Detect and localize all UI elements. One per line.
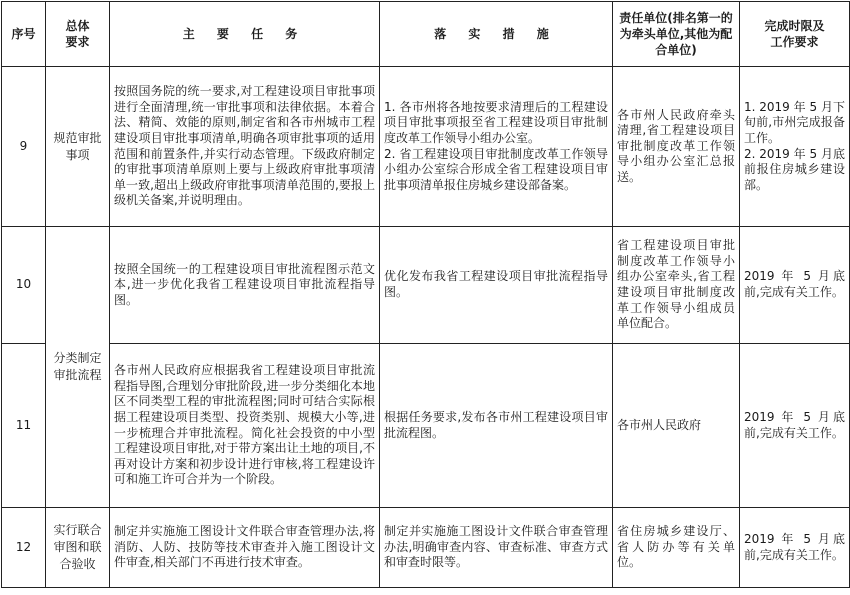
measure-item: 1. 各市州将各地按要求清理后的工程建设项目审批事项报至省工程建设项目审批制度改革工作领导小组办公室。 [384, 99, 608, 145]
header-task: 主 要 任 务 [110, 2, 380, 67]
table-row [2, 344, 850, 508]
row-task: 制定并实施施工图设计文件联合审查管理办法,将消防、人防、技防等技术审查并入施工图设计文件审查,相关部门不再进行技术审查。 [110, 508, 380, 588]
task-table [1, 1, 850, 588]
row-index: 10 [2, 227, 46, 344]
header-unit: 责任单位(排名第一的为牵头单位,其他为配合单位) [613, 2, 740, 67]
deadline-item: 2. 2019 年 5 月底前报住房城乡建设部。 [744, 146, 845, 192]
measure-item: 2. 省工程建设项目审批制度改革工作领导小组办公室综合形成全省工程建设项目审批事项清单报住房城乡建设部备案。 [384, 146, 608, 192]
row-requirement: 分类制定审批流程 [46, 227, 110, 508]
row-unit: 省住房城乡建设厅、省人防办等有关单位。 [613, 508, 740, 588]
row-index: 11 [2, 344, 46, 508]
row-measure: 制定并实施施工图设计文件联合审查管理办法,明确审查内容、审查标准、审查方式和审查时限等。 [380, 508, 613, 588]
deadline-item: 1. 2019 年 5 月下旬前,市州完成报备工作。 [744, 99, 845, 145]
row-index: 12 [2, 508, 46, 588]
row-measure [380, 67, 613, 227]
header-requirement: 总体 要求 [46, 2, 110, 67]
row-deadline: 2019 年 5 月底前,完成有关工作。 [740, 344, 850, 508]
header-measure: 落 实 措 施 [380, 2, 613, 67]
row-task: 各市州人民政府应根据我省工程建设项目审批流程指导图,合理划分审批阶段,进一步分类细化本地区不同类型工程的审批流程图;同时可结合实际根据工程建设项目类型、投资类别、规模大小等,进一步梳理合并审批流程。简化社会投资的中小型工程建设项目审批,对于带方案出让土地的项目,不再对设计方案和初步设计进行审核,将工程建设许可和施工许可合并为一个阶段。 [110, 344, 380, 508]
row-measure: 优化发布我省工程建设项目审批流程指导图。 [380, 227, 613, 344]
table-row [2, 508, 850, 588]
table-row [2, 227, 850, 344]
row-measure: 根据任务要求,发布各市州工程建设项目审批流程图。 [380, 344, 613, 508]
row-deadline: 2019 年 5 月底前,完成有关工作。 [740, 508, 850, 588]
row-unit: 各市州人民政府牵头清理,省工程建设项目审批制度改革工作领导小组办公室汇总报送。 [613, 67, 740, 227]
row-task: 按照全国统一的工程建设项目审批流程图示范文本,进一步优化我省工程建设项目审批流程指导图。 [110, 227, 380, 344]
row-index: 9 [2, 67, 46, 227]
header-index: 序号 [2, 2, 46, 67]
row-unit: 各市州人民政府 [613, 344, 740, 508]
header-deadline: 完成时限及 工作要求 [740, 2, 850, 67]
header-row [2, 2, 850, 67]
row-task: 按照国务院的统一要求,对工程建设项目审批事项进行全面清理,统一审批事项和法律依据。本着合法、精简、效能的原则,制定省和各市州城市工程建设项目审批事项清单,明确各项审批事项的适用范围和前置条件,并实行动态管理。下级政府制定的审批事项清单原则上要与上级政府审批事项清单一致,超出上级政府审批事项清单范围的,要报上级机关备案,并说明理由。 [110, 67, 380, 227]
row-deadline [740, 67, 850, 227]
row-unit: 省工程建设项目审批制度改革工作领导小组办公室牵头,省工程建设项目审批制度改革工作领导小组成员单位配合。 [613, 227, 740, 344]
row-deadline: 2019 年 5 月底前,完成有关工作。 [740, 227, 850, 344]
table-row [2, 67, 850, 227]
row-requirement: 规范审批事项 [46, 67, 110, 227]
row-requirement: 实行联合审图和联合验收 [46, 508, 110, 588]
